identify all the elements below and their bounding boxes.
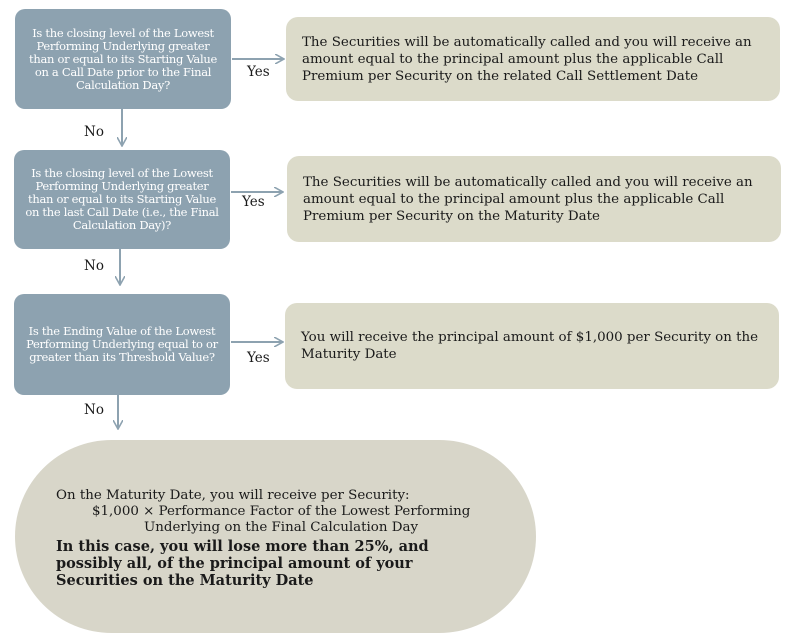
answer-text-1: The Securities will be automatically called and you will receive an amount equal to the principal amount plus the applicable Call Premium per Security on the related Call Settlement Date [302, 34, 752, 84]
answer-box-3 [285, 303, 779, 389]
answer-text-3: You will receive the principal amount of $1,000 per Security on the Maturity Date [301, 330, 759, 362]
final-outcome-box [15, 440, 536, 633]
question-box-1 [15, 9, 231, 109]
no-label-1: No [84, 124, 104, 140]
final-warning: In this case, you will lose more than 25%, and possibly all, of the principal amount of your Securities on the Maturity Date [56, 538, 429, 589]
answer-box-2 [287, 156, 781, 242]
question-text-2: Is the closing level of the Lowest Performing Underlying greater than or equal to its Starting Value on the last Call Date (i.e., the Final Calculation Day)? [25, 166, 219, 232]
final-formula-line-2: Underlying on the Final Calculation Day [144, 520, 419, 535]
final-formula-line-1: $1,000 × Performance Factor of the Lowest Performing [92, 504, 471, 519]
final-intro: On the Maturity Date, you will receive per Security: [56, 488, 410, 503]
question-box-3 [14, 294, 230, 395]
question-text-3: Is the Ending Value of the Lowest Performing Underlying equal to or greater than its Threshold Value? [26, 324, 218, 364]
yes-label-2: Yes [242, 194, 265, 210]
question-box-2 [14, 150, 230, 249]
yes-label-1: Yes [247, 64, 270, 80]
answer-box-1 [286, 17, 780, 101]
no-label-3: No [84, 402, 104, 418]
yes-label-3: Yes [247, 350, 270, 366]
no-label-2: No [84, 258, 104, 274]
question-text-1: Is the closing level of the Lowest Performing Underlying greater than or equal to its Starting Value on a Call Date prior to the Final Calculation Day? [29, 25, 217, 92]
answer-text-2: The Securities will be automatically called and you will receive an amount equal to the principal amount plus the applicable Call Premium per Security on the Maturity Date [303, 174, 753, 224]
